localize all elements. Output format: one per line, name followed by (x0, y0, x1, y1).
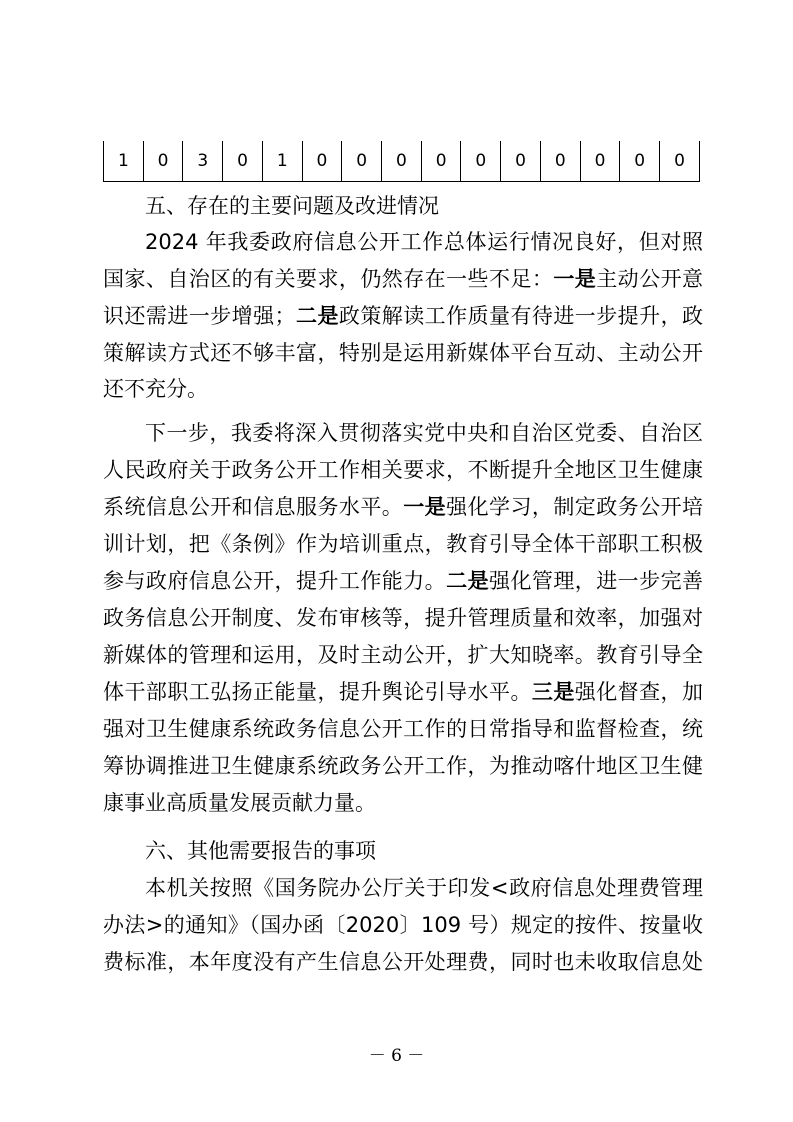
page-number: － 6 － (368, 1046, 425, 1066)
table-cell: 0 (580, 141, 620, 182)
text-line: 体干部职工弘扬正能量，提升舆论引导水平。三是强化督查，加 (103, 680, 704, 704)
table-cell: 0 (223, 141, 263, 182)
table-cell: 0 (461, 141, 501, 182)
table-cell: 0 (620, 141, 660, 182)
table-cell: 0 (382, 141, 422, 182)
text-line: 费标准，本年度没有产生信息公开处理费，同时也未收取信息处 (103, 950, 703, 974)
text-line: 国家、自治区的有关要求，仍然存在一些不足：一是主动公开意 (103, 267, 704, 291)
table-cell: 1 (262, 141, 302, 182)
text-line: 还不充分。 (103, 377, 208, 401)
statistics-table (103, 141, 700, 182)
text-line: 强对卫生健康系统政务信息公开工作的日常指导和监督检查，统 (103, 717, 703, 741)
text-line: 办法>的通知》（国办函〔2020〕109 号）规定的按件、按量收 (103, 913, 703, 937)
text-line: 本机关按照《国务院办公厅关于印发<政府信息处理费管理 (145, 876, 703, 900)
table-cell: 0 (501, 141, 541, 182)
text-line: 下一步，我委将深入贯彻落实党中央和自治区党委、自治区 (145, 421, 703, 445)
text-line: 策解读方式还不够丰富，特别是运用新媒体平台互动、主动公开 (103, 341, 703, 365)
section-heading: 六、其他需要报告的事项 (145, 839, 376, 863)
text-line: 人民政府关于政务公开工作相关要求，不断提升全地区卫生健康 (103, 458, 703, 482)
table-cell: 0 (660, 141, 700, 182)
text-line: 新媒体的管理和运用，及时主动公开，扩大知晓率。教育引导全 (103, 643, 703, 667)
text-line: 筹协调推进卫生健康系统政务公开工作，为推动喀什地区卫生健 (103, 754, 703, 778)
text-line: 训计划，把《条例》作为培训重点，教育引导全体干部职工积极 (103, 532, 703, 556)
text-line: 2024 年我委政府信息公开工作总体运行情况良好，但对照 (145, 230, 703, 254)
text-line: 康事业高质量发展贡献力量。 (103, 791, 376, 815)
text-line: 参与政府信息公开，提升工作能力。二是强化管理，进一步完善 (103, 569, 704, 593)
text-line: 系统信息公开和信息服务水平。一是强化学习，制定政务公开培 (103, 495, 704, 519)
table-cell: 0 (540, 141, 580, 182)
table-cell: 0 (302, 141, 342, 182)
table-cell: 3 (183, 141, 223, 182)
text-line: 识还需进一步增强；二是政策解读工作质量有待进一步提升，政 (103, 304, 704, 328)
section-heading: 五、存在的主要问题及改进情况 (145, 194, 439, 218)
table-cell: 0 (143, 141, 183, 182)
table-cell: 0 (421, 141, 461, 182)
table-cell: 0 (342, 141, 382, 182)
text-line: 政务信息公开制度、发布审核等，提升管理质量和效率，加强对 (103, 606, 703, 630)
table-cell: 1 (104, 141, 144, 182)
table-row (104, 141, 700, 182)
